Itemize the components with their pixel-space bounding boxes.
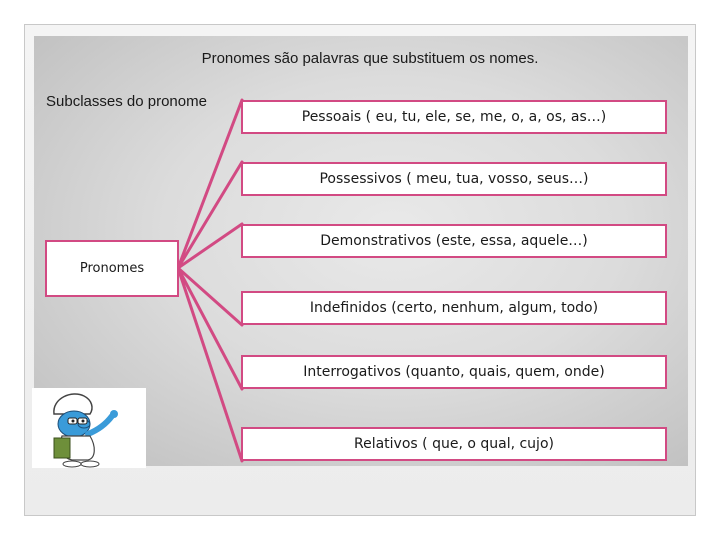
slide-title: Pronomes são palavras que substituem os nomes. xyxy=(201,50,539,67)
node-demonstrativos: Demonstrativos (este, essa, aquele…) xyxy=(241,224,667,258)
node-possessivos: Possessivos ( meu, tua, vosso, seus…) xyxy=(241,162,667,196)
cartoon-smurf-image xyxy=(32,388,146,468)
node-pessoais: Pessoais ( eu, tu, ele, se, me, o, a, os, as…) xyxy=(241,100,667,134)
diagram-subtitle: Subclasses do pronome xyxy=(46,93,207,110)
node-interrogativos: Interrogativos (quanto, quais, quem, onde) xyxy=(241,355,667,389)
connector-pessoais xyxy=(178,100,242,268)
root-node-pronomes: Pronomes xyxy=(45,240,179,297)
node-indefinidos: Indefinidos (certo, nenhum, algum, todo) xyxy=(241,291,667,325)
smurf-illustration-icon xyxy=(32,388,146,468)
connector-interrogativos xyxy=(178,268,242,389)
node-relativos: Relativos ( que, o qual, cujo) xyxy=(241,427,667,461)
connector-possessivos xyxy=(178,162,242,268)
